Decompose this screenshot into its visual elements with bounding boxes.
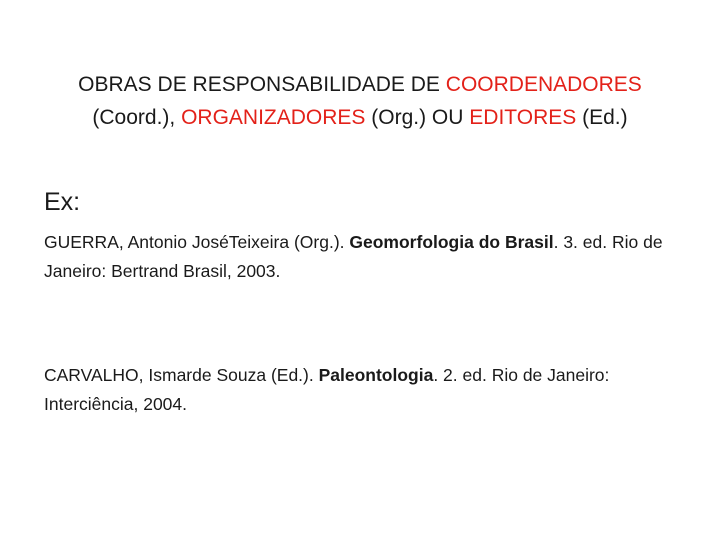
title-highlight-organizadores: ORGANIZADORES [181, 106, 366, 129]
reference-suffix: . 3. ed. Rio de Janeiro: Bertrand Brasil, 2003. [44, 232, 663, 281]
title-text-part1: OBRAS DE RESPONSABILIDADE DE [78, 73, 446, 96]
title-highlight-coordenadores: COORDENADORES [445, 73, 642, 96]
example-label: Ex: [44, 188, 81, 216]
reference-prefix: GUERRA, Antonio JoséTeixeira (Org.). [44, 232, 350, 252]
reference-prefix: CARVALHO, Ismarde Souza (Ed.). [44, 365, 319, 385]
title-highlight-editores: EDITORES [469, 106, 577, 129]
reference-title: Geomorfologia do Brasil [349, 232, 554, 252]
reference-entry-1 [44, 228, 694, 286]
title-text-part4: (Ed.) [576, 106, 628, 129]
reference-title: Paleontologia [318, 365, 434, 385]
title-text-part3: (Org.) OU [365, 106, 470, 129]
slide-title [40, 68, 680, 134]
reference-suffix: . 2. ed. Rio de Janeiro: Interciência, 2004. [44, 365, 610, 414]
title-text-part2: (Coord.), [92, 106, 182, 129]
reference-entry-2 [44, 361, 694, 419]
